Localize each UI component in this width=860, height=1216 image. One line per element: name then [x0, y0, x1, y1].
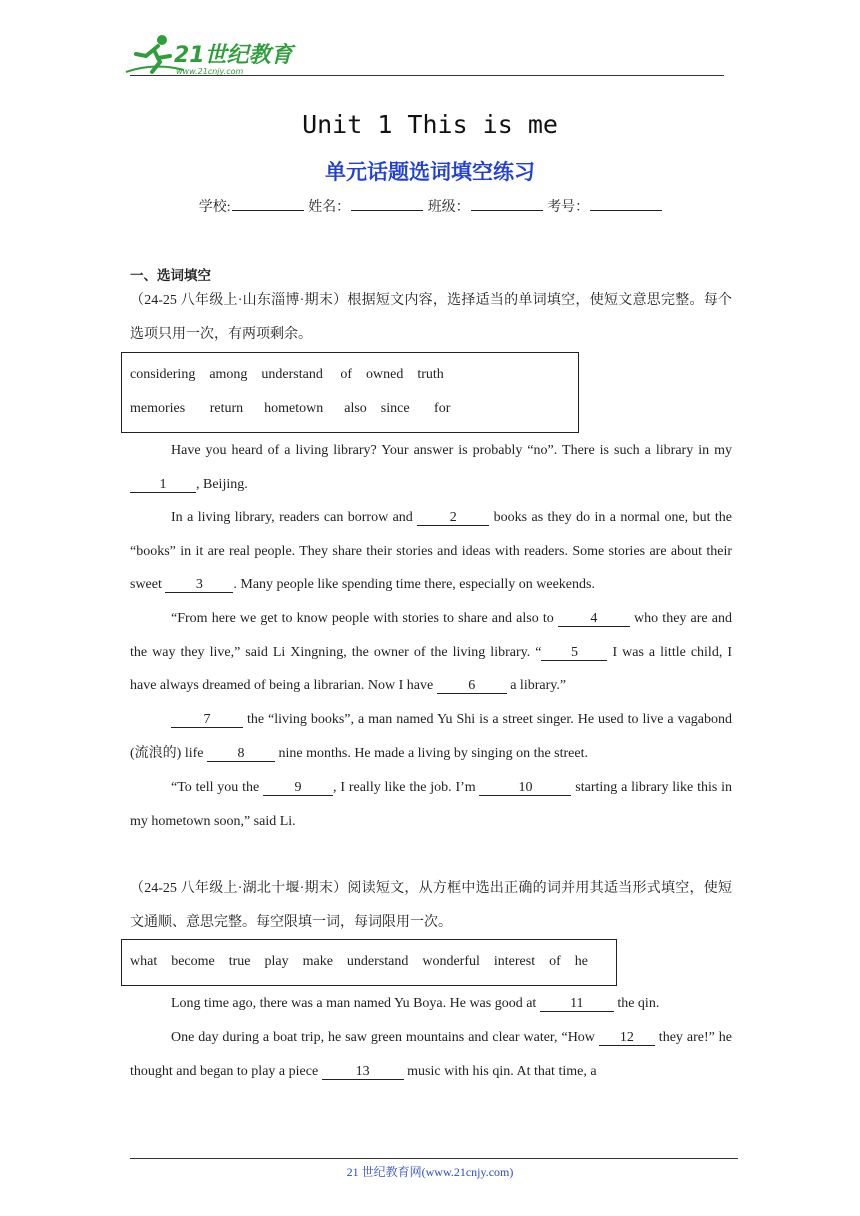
- header-rule: [130, 75, 724, 76]
- q2-word-box: [121, 939, 617, 986]
- page-footer: 21 世纪教育网(www.21cnjy.com): [346, 1165, 514, 1179]
- q1-paragraph-4: 7 the “living books”, a man named Yu Shi is a street singer. He used to live a vagabond (流浪的) life 8 nine months. He made a living by singing on the street.: [130, 712, 732, 761]
- blank-3[interactable]: 3: [165, 577, 233, 593]
- blank-8[interactable]: 8: [207, 746, 275, 762]
- section-title: 一、选词填空: [130, 268, 211, 284]
- q1-paragraph-2: In a living library, readers can borrow and 2 books as they do in a normal one, but the “books” in it are real people. They share their stories and ideas with readers. Some stories are about their sweet 3 . Many people like spending time there, especially on weekends.: [130, 510, 732, 593]
- q2-paragraph-2: One day during a boat trip, he saw green mountains and clear water, “How 12 they are!” he thought and began to play a piece 13 music with his qin. At that time, a: [130, 1030, 732, 1079]
- blank-13[interactable]: 13: [322, 1064, 404, 1080]
- q2-instruction: （24-25 八年级上·湖北十堰·期末）阅读短文，从方框中选出正确的词并用其适当形式填空，使短文通顺、意思完整。每空限填一词，每词限用一次。: [130, 881, 732, 930]
- q1-paragraph-1: Have you heard of a living library? Your answer is probably “no”. There is such a library in my 1 , Beijing.: [130, 434, 732, 501]
- q1-word-box-row-1: considering among understand of owned truth: [130, 367, 444, 382]
- name-label: 姓名：: [308, 200, 351, 215]
- logo-text: 21世纪教育: [174, 43, 293, 68]
- name-blank[interactable]: [351, 198, 423, 211]
- runner-icon: [124, 32, 304, 78]
- class-blank[interactable]: [471, 198, 543, 211]
- blank-2[interactable]: 2: [417, 510, 489, 526]
- page-subtitle: 单元话题选词填空练习: [325, 160, 535, 184]
- blank-12[interactable]: 12: [599, 1030, 655, 1046]
- blank-11[interactable]: 11: [540, 996, 614, 1012]
- school-label: 学校:: [198, 200, 231, 215]
- student-info-line: [0, 196, 860, 216]
- q1-instruction: （24-25 八年级上·山东淄博·期末）根据短文内容，选择适当的单词填空，使短文意思完整。每个选项只用一次，有两项剩余。: [130, 293, 732, 342]
- q1-word-box-row-2: memories return hometown also since for: [130, 401, 451, 416]
- site-logo: [124, 32, 304, 78]
- blank-1[interactable]: 1: [130, 477, 196, 493]
- q1-paragraph-3: “From here we get to know people with stories to share and also to 4 who they are and the way they live,” said Li Xingning, the owner of the living library. “ 5 I was a little child, I have always dreamed of being a librarian. Now I have 6 a library.”: [130, 611, 732, 694]
- class-label: 班级：: [427, 200, 470, 215]
- page-title: Unit 1 This is me: [302, 110, 558, 139]
- q2-paragraph-1: Long time ago, there was a man named Yu Boya. He was good at 11 the qin.: [171, 996, 660, 1011]
- q1-word-box: [121, 352, 579, 433]
- blank-4[interactable]: 4: [558, 611, 630, 627]
- exam-no-label: 考号：: [547, 200, 590, 215]
- logo-url-text: www.21cnjy.com: [176, 67, 244, 76]
- footer-rule: [130, 1158, 738, 1159]
- blank-9[interactable]: 9: [263, 780, 333, 796]
- school-blank[interactable]: [232, 198, 304, 211]
- blank-7[interactable]: 7: [171, 712, 243, 728]
- q1-paragraph-5: “To tell you the 9 , I really like the job. I’m 10 starting a library like this in my hometown soon,” said Li.: [130, 780, 733, 829]
- blank-10[interactable]: 10: [479, 780, 571, 796]
- q2-word-box-row: what become true play make understand wonderful interest of he: [130, 954, 588, 969]
- blank-5[interactable]: 5: [541, 645, 607, 661]
- blank-6[interactable]: 6: [437, 678, 507, 694]
- exam-no-blank[interactable]: [590, 198, 662, 211]
